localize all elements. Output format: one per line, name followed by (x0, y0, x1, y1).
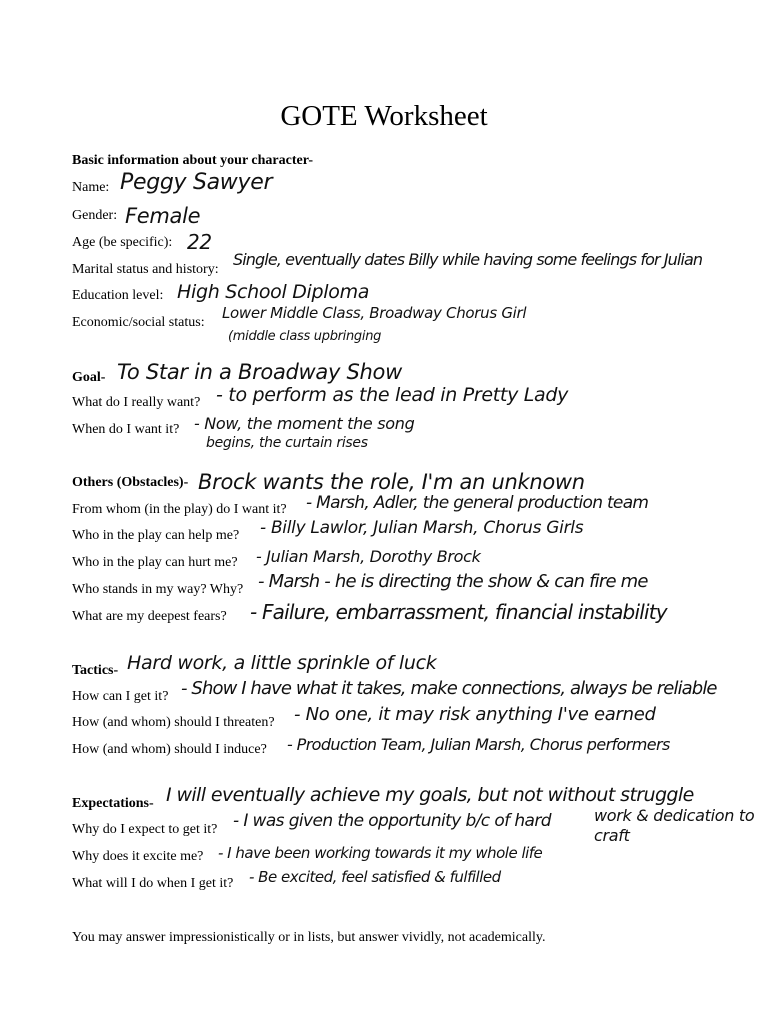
induce-value: - Production Team, Julian Marsh, Chorus performers (287, 735, 670, 754)
induce-label: How (and whom) should I induce? (72, 742, 267, 757)
goal-heading: Goal- (72, 370, 106, 385)
tactics-heading-value: Hard work, a little sprinkle of luck (127, 652, 437, 674)
age-label: Age (be specific): (72, 235, 173, 250)
excite-value: - I have been working towards it my whole life (218, 844, 543, 862)
when-want-label: When do I want it? (72, 422, 180, 437)
when-want-value-line2: begins, the curtain rises (206, 435, 368, 451)
others-heading-value: Brock wants the role, I'm an unknown (198, 470, 585, 494)
help-label: Who in the play can help me? (72, 528, 240, 543)
age-value: 22 (187, 230, 212, 254)
expectations-heading: Expectations- (72, 796, 154, 811)
from-whom-value: - Marsh, Adler, the general production team (306, 493, 649, 513)
gender-value: Female (125, 204, 201, 228)
gender-label: Gender: (72, 208, 118, 223)
how-value: - Show I have what it takes, make connections, always be reliable (181, 678, 717, 699)
help-value: - Billy Lawlor, Julian Marsh, Chorus Girls (260, 518, 584, 538)
education-value: High School Diploma (177, 281, 370, 303)
economic-value-line2: (middle class upbringing (228, 329, 382, 344)
how-label: How can I get it? (72, 689, 169, 704)
marital-label: Marital status and history: (72, 262, 219, 277)
stands-value: - Marsh - he is directing the show & can fire me (258, 571, 648, 592)
when-get-label: What will I do when I get it? (72, 876, 234, 891)
why-expect-value-line2: work & dedication to (594, 806, 755, 825)
footer-instructions: You may answer impressionistically or in lists, but answer vividly, not academically. (72, 930, 546, 945)
expectations-heading-value: I will eventually achieve my goals, but not without struggle (166, 784, 694, 806)
when-want-value-line1: - Now, the moment the song (194, 414, 415, 433)
goal-heading-value: To Star in a Broadway Show (117, 360, 402, 384)
basic-info-heading: Basic information about your character- (72, 153, 314, 168)
why-expect-value: - I was given the opportunity b/c of hard (233, 811, 551, 831)
name-value: Peggy Sawyer (120, 170, 273, 195)
page-title: GOTE Worksheet (280, 100, 488, 132)
economic-value-line1: Lower Middle Class, Broadway Chorus Girl (222, 304, 527, 322)
why-expect-label: Why do I expect to get it? (72, 822, 218, 837)
hurt-label: Who in the play can hurt me? (72, 555, 238, 570)
excite-label: Why does it excite me? (72, 849, 204, 864)
why-expect-value-line3: craft (594, 826, 630, 845)
want-label: What do I really want? (72, 395, 201, 410)
hurt-value: - Julian Marsh, Dorothy Brock (256, 547, 481, 566)
name-label: Name: (72, 180, 110, 195)
want-value: - to perform as the lead in Pretty Lady (216, 384, 569, 406)
threaten-value: - No one, it may risk anything I've earned (294, 704, 656, 725)
marital-value: Single, eventually dates Billy while having some feelings for Julian (233, 250, 703, 269)
others-heading: Others (Obstacles)- (72, 475, 189, 490)
threaten-label: How (and whom) should I threaten? (72, 715, 275, 730)
when-get-value: - Be excited, feel satisfied & fulfilled (249, 868, 501, 886)
fears-value: - Failure, embarrassment, financial instability (250, 600, 667, 624)
stands-label: Who stands in my way? Why? (72, 582, 244, 597)
tactics-heading: Tactics- (72, 663, 119, 678)
education-label: Education level: (72, 288, 164, 303)
from-whom-label: From whom (in the play) do I want it? (72, 502, 287, 517)
fears-label: What are my deepest fears? (72, 609, 227, 624)
economic-label: Economic/social status: (72, 315, 205, 330)
